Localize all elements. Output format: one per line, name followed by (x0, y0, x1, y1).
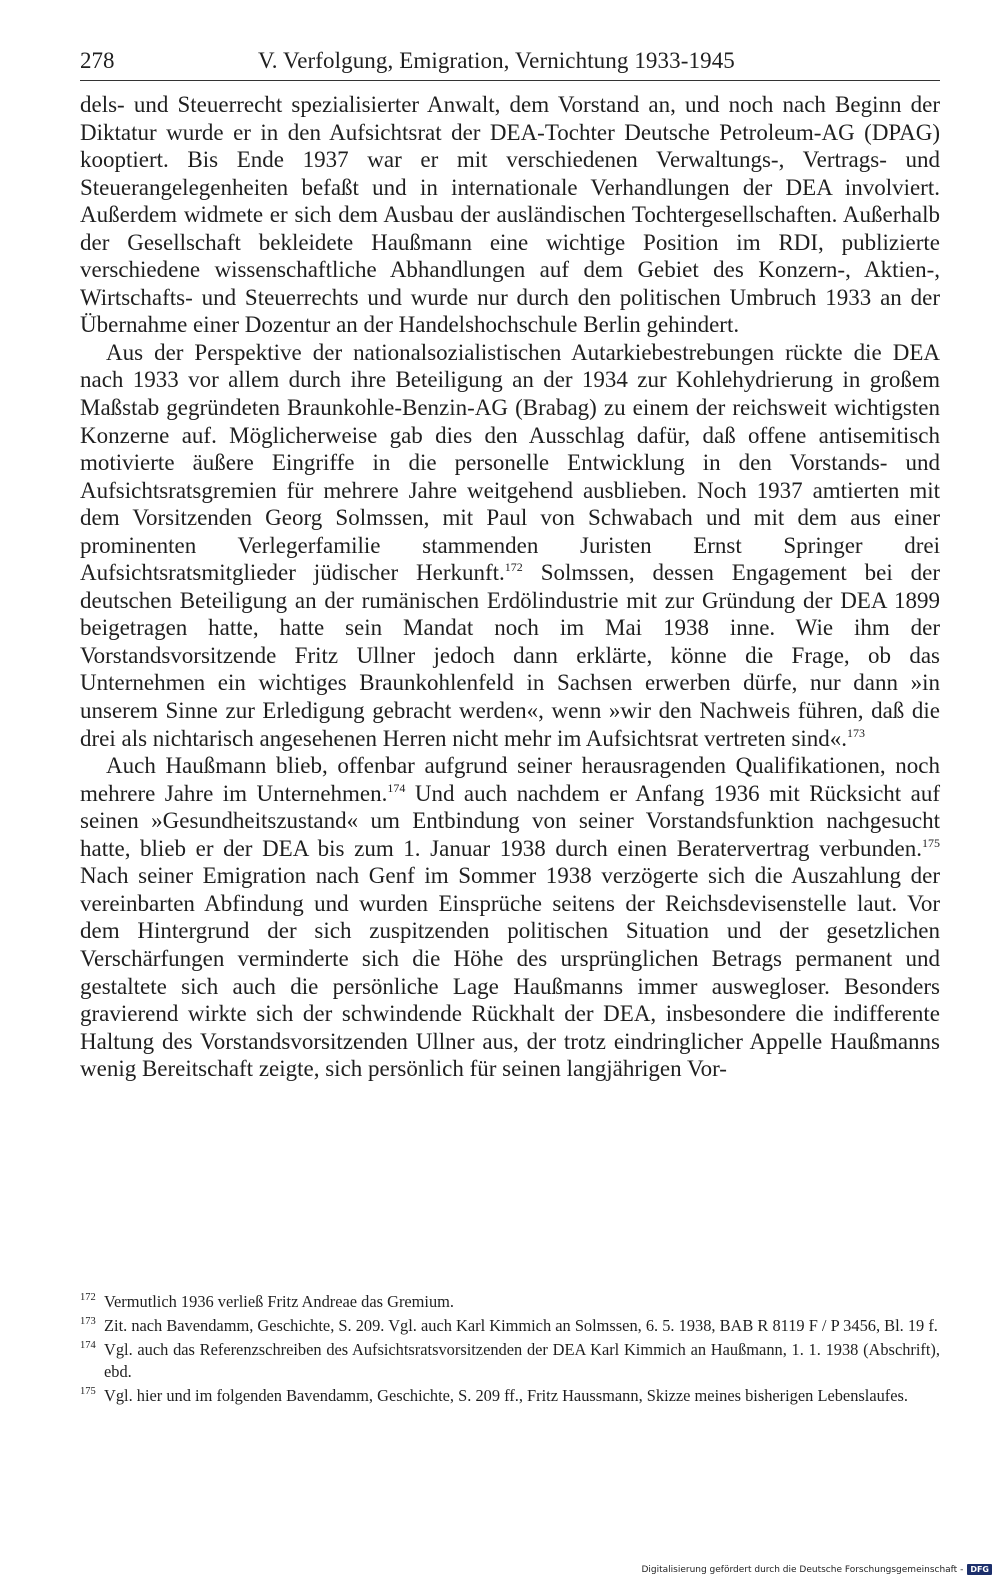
footnote-text: Vgl. auch das Referenzschreiben des Aufsichtsratsvorsitzenden der DEA Karl Kimmich an Haußmann, 1. 1. 1938 (Abschrift), ebd. (104, 1340, 940, 1381)
footnote-text: Zit. nach Bavendamm, Geschichte, S. 209. Vgl. auch Karl Kimmich an Solmssen, 6. 5. 1938, BAB R 8119 F / P 3456, Bl. 19 f. (104, 1316, 938, 1335)
footnote-number: 173 (80, 1316, 96, 1327)
page-number: 278 (80, 48, 115, 73)
footnote-175 (80, 1385, 940, 1407)
footnote-text: Vermutlich 1936 verließ Fritz Andreae das Gremium. (104, 1292, 455, 1311)
footnotes (80, 1291, 940, 1409)
paragraph-2-text-b: Solmssen, dessen Engagement bei der deutschen Beteiligung an der rumänischen Erdölindustrie mit zur Gründung der DEA 1899 beigetragen hatte, hatte sein Mandat noch im Mai 1938 inne. Wie ihm der Vorstandsvorsitzende Fritz Ullner jedoch dann erklärte, könne die Frage, ob das Unternehmen ein wichtiges Braunkohlenfeld in Sachsen erwerben dürfe, nur dann »in unserem Sinne zur Erledigung gebracht werden«, wenn »wir den Nachweis führen, daß die drei als nichtarisch angesehenen Herren nicht mehr im Aufsichtsrat vertreten sind«. (80, 560, 940, 751)
credit-text: Digitalisierung gefördert durch die Deutsche Forschungsgemeinschaft - (641, 1564, 964, 1575)
paragraph-3-text-a: Auch Haußmann blieb, offenbar aufgrund seiner herausragenden Qualifikationen, noch mehrere Jahre im Unternehmen. (80, 753, 940, 806)
footnote-ref-175[interactable]: 175 (922, 835, 940, 850)
footnote-text: Vgl. hier und im folgenden Bavendamm, Geschichte, S. 209 ff., Fritz Haussmann, Skizze meines bisherigen Lebenslaufes. (104, 1385, 909, 1405)
digitization-credit (641, 1564, 992, 1575)
dfg-logo: DFG (967, 1564, 992, 1575)
paragraph-3-text-b: Und auch nachdem er Anfang 1936 mit Rücksicht auf seinen »Gesundheitszustand« um Entbindung von seiner Vorstandsfunktion nachgesucht hatte, blieb er der DEA bis zum 1. Januar 1938 durch einen Beratervertrag verbunden. (80, 780, 940, 861)
body-text (80, 91, 940, 1083)
paragraph-2-text-a: Aus der Perspektive der nationalsozialistischen Autarkiebestrebungen rückte die DEA nach 1933 vor allem durch ihre Beteiligung an der 1934 zur Kohlehydrierung in großem Maßstab gegründeten Braunkohle-Benzin-AG (Brabag) zu einem der reichsweit wichtigsten Konzerne auf. Möglicherweise gab dies den Ausschlag dafür, daß offene antisemitisch motivierte äußere Eingriffe in die personelle Entwicklung in den Vorstands- und Aufsichtsratsgremien für mehrere Jahre weitgehend ausblieben. Noch 1937 amtierten mit dem Vorsitzenden Georg Solmssen, mit Paul von Schwabach und mit dem aus einer prominenten Verlegerfamilie stammenden Juristen Ernst Springer drei Aufsichtsratsmitglieder jüdischer Herkunft. (80, 339, 940, 586)
footnote-172 (80, 1291, 940, 1313)
paragraph-1-text: dels- und Steuerrecht spezialisierter Anwalt, dem Vorstand an, und noch nach Beginn der Diktatur wurde er in den Aufsichtsrat der DEA-Tochter Deutsche Petroleum-AG (DPAG) kooptiert. Bis Ende 1937 war er mit verschiedenen Verwaltungs-, Vertrags- und Steuerangelegenheiten befaßt und in internationale Verhandlungen der DEA involviert. Außerdem widmete er sich dem Ausbau der ausländischen Tochtergesellschaften. Außerhalb der Gesellschaft bekleidete Haußmann eine wichtige Position im RDI, publizierte verschiedene wissenschaftliche Abhandlungen auf dem Gebiet des Konzern-, Aktien-, Wirtschafts- und Steuerrechts und wurde nur durch den politischen Umbruch 1933 an der Übernahme einer Dozentur an der Handelshochschule Berlin gehindert. (80, 92, 940, 338)
paragraph-3-text-c: Nach seiner Emigration nach Genf im Sommer 1938 verzögerte sich die Auszahlung der vereinbarten Abfindung und wurden Einsprüche seitens der Reichsdevisenstelle laut. Vor dem Hintergrund der sich zuspitzenden politischen Situation und der gesetzlichen Verschärfungen verminderte sich die Höhe des ursprünglichen Betrags permanent und gestaltete sich auch die persönliche Lage Haußmanns immer auswegloser. Besonders gravierend wirkte sich der schwindende Rückhalt der DEA, insbesondere die indifferente Haltung des Vorstandsvorsitzenden Ullner aus, der trotz eindringlicher Appelle Haußmanns wenig Bereitschaft zeigte, sich persönlich für seinen langjährigen Vor- (80, 863, 940, 1082)
paragraph-2 (80, 339, 940, 752)
paragraph-1 (80, 91, 940, 339)
section-title: V. Verfolgung, Emigration, Vernichtung 1933-1945 (258, 48, 735, 73)
footnote-173 (80, 1315, 940, 1337)
footnote-ref-173[interactable]: 173 (847, 725, 866, 740)
book-page (80, 46, 940, 1083)
footnote-number: 172 (80, 1292, 96, 1303)
footnote-ref-172[interactable]: 172 (504, 560, 523, 575)
paragraph-3 (80, 752, 940, 1083)
footnote-number: 174 (80, 1340, 96, 1351)
footnote-174 (80, 1339, 940, 1382)
footnote-number: 175 (80, 1385, 96, 1397)
running-head (80, 46, 940, 81)
footnote-ref-174[interactable]: 174 (387, 780, 406, 795)
